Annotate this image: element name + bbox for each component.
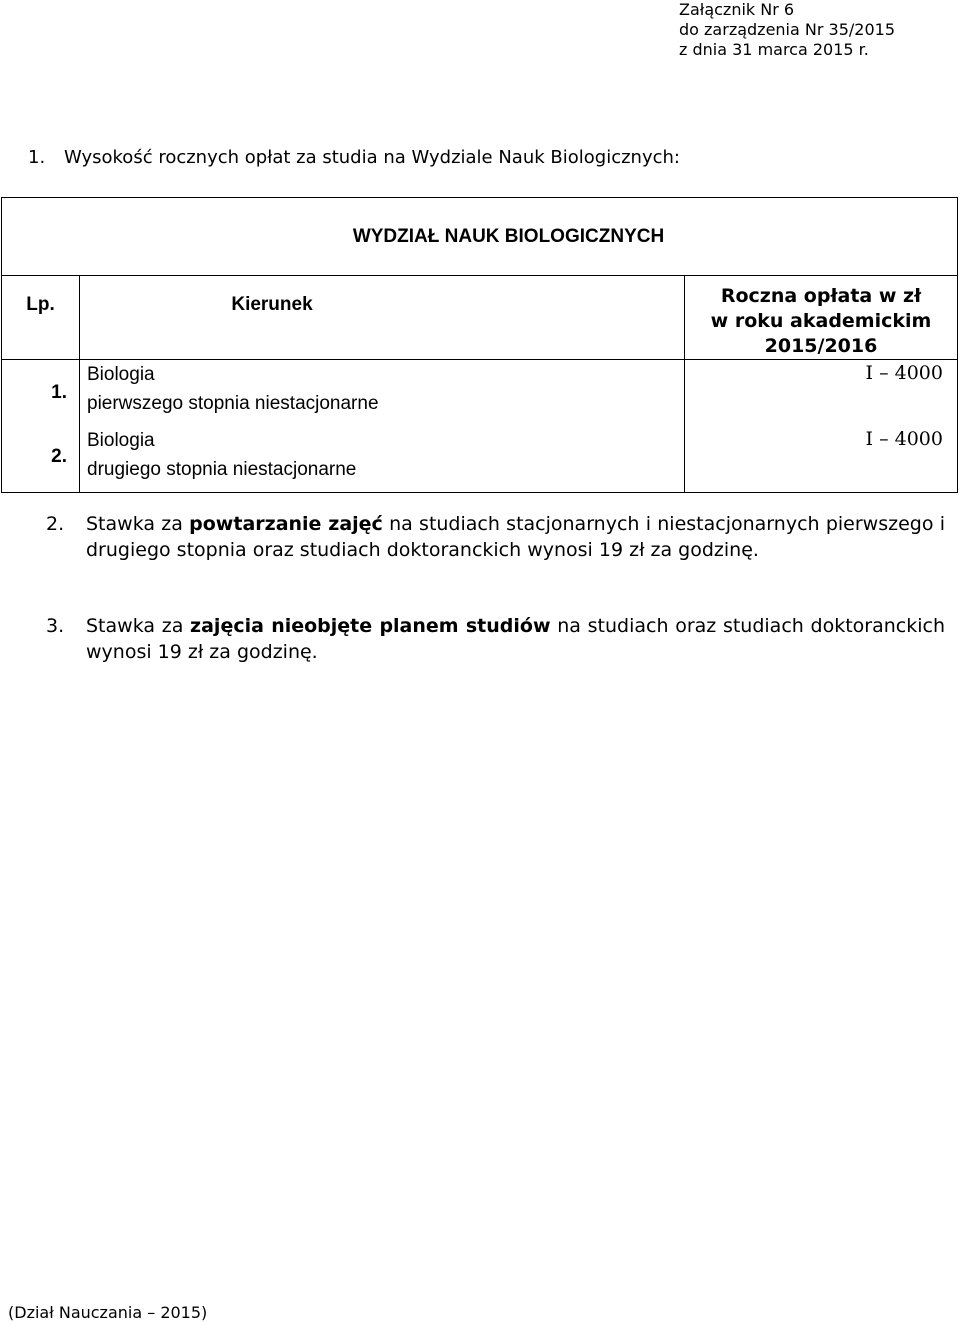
header-lp: Lp. bbox=[2, 276, 80, 360]
row-fee: I – 4000 bbox=[685, 360, 958, 427]
row-field: Biologia bbox=[87, 430, 155, 451]
section-2-text bbox=[86, 511, 945, 563]
row-lp: 1. bbox=[2, 360, 80, 427]
section-3-text-start: Stawka za bbox=[86, 615, 191, 637]
section-3-paragraph bbox=[46, 613, 945, 665]
row-level: pierwszego stopnia niestacjonarne bbox=[87, 393, 379, 414]
section-2-text-start: Stawka za bbox=[86, 513, 190, 535]
table-row bbox=[2, 360, 958, 427]
footer-note: (Dział Nauczania – 2015) bbox=[8, 1303, 208, 1322]
fees-table bbox=[1, 197, 958, 493]
section-1-title: Wysokość rocznych opłat za studia na Wydziale Nauk Biologicznych: bbox=[64, 147, 680, 168]
section-1-heading bbox=[28, 146, 680, 170]
header-fee bbox=[685, 276, 958, 360]
row-level: drugiego stopnia niestacjonarne bbox=[87, 459, 357, 480]
section-3-text-end: na studiach oraz studiach doktoranckich wynosi 19 zł za godzinę. bbox=[86, 615, 946, 663]
row-kierunek bbox=[80, 426, 685, 493]
section-3-emphasis: zajęcia nieobjęte planem studiów bbox=[190, 615, 551, 637]
section-3-number: 3. bbox=[46, 615, 65, 637]
table-row bbox=[2, 426, 958, 493]
attachment-date: z dnia 31 marca 2015 r. bbox=[679, 40, 869, 59]
attachment-header bbox=[679, 0, 895, 60]
row-field: Biologia bbox=[87, 364, 155, 385]
row-lp: 2. bbox=[2, 426, 80, 493]
section-2-text-end: na studiach stacjonarnych i niestacjonarnych pierwszego i drugiego stopnia oraz studiach doktoranckich wynosi 19 zł za godzinę. bbox=[86, 513, 945, 561]
header-fee-line1: Roczna opłata w zł bbox=[720, 285, 922, 307]
section-2-number: 2. bbox=[46, 513, 65, 535]
section-2-emphasis: powtarzanie zajęć bbox=[189, 513, 383, 535]
section-2-paragraph bbox=[46, 511, 945, 563]
row-fee: I – 4000 bbox=[685, 426, 958, 493]
header-kierunek: Kierunek bbox=[80, 276, 685, 360]
header-fee-line2: w roku akademickim bbox=[710, 310, 932, 332]
faculty-name: WYDZIAŁ NAUK BIOLOGICZNYCH bbox=[2, 198, 958, 276]
header-fee-line3: 2015/2016 bbox=[764, 335, 878, 357]
section-1-number: 1. bbox=[28, 147, 46, 168]
attachment-ordinance: do zarządzenia Nr 35/2015 bbox=[679, 20, 895, 39]
section-3-text bbox=[86, 613, 945, 665]
attachment-number: Załącznik Nr 6 bbox=[679, 0, 795, 19]
row-kierunek bbox=[80, 360, 685, 427]
